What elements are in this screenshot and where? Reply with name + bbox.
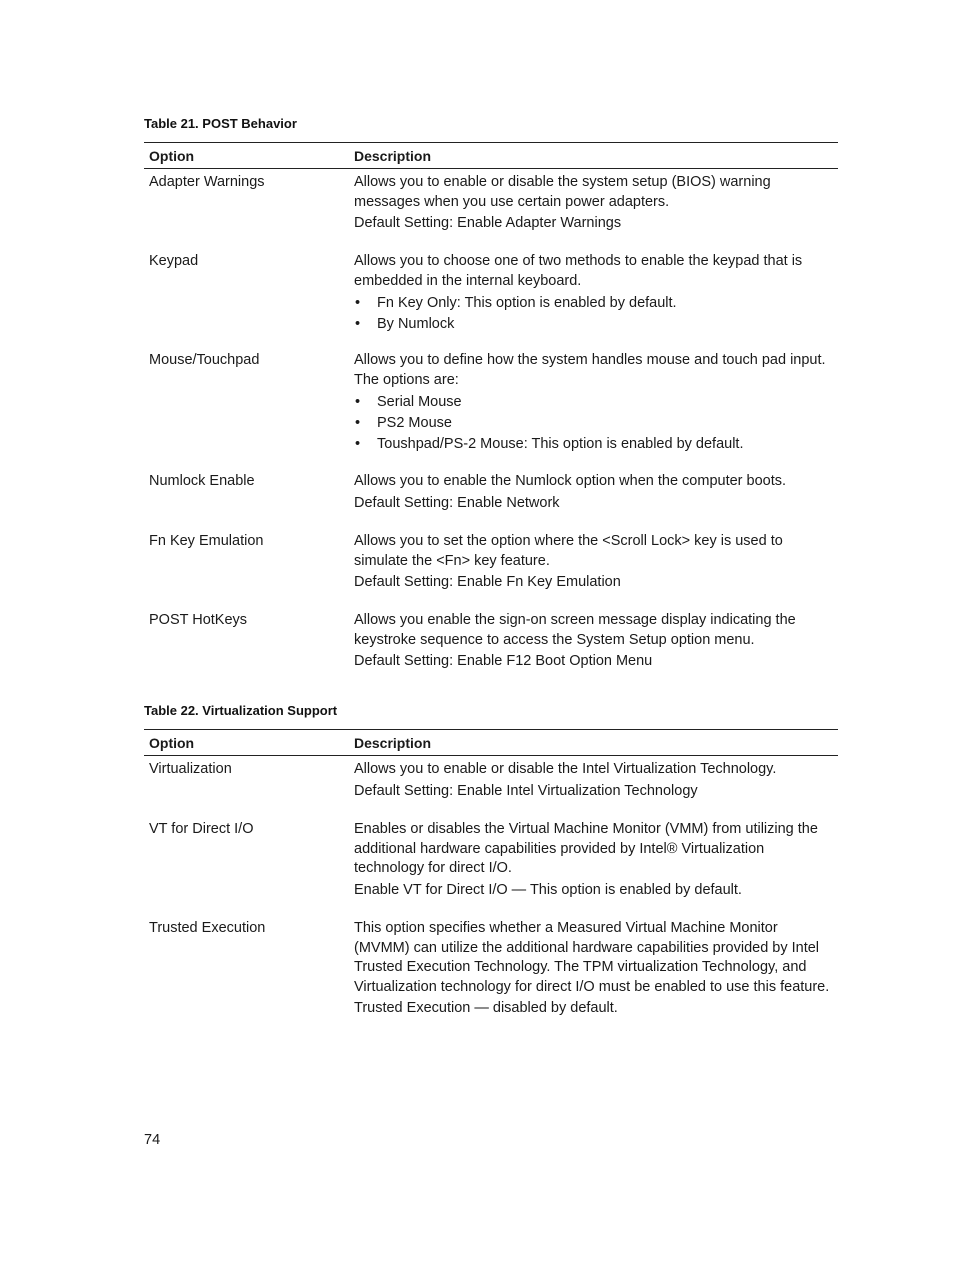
option-description bbox=[349, 472, 834, 513]
table-21-caption: Table 21. POST Behavior bbox=[144, 116, 297, 131]
option-list bbox=[354, 294, 834, 335]
default-setting: Default Setting: Enable Fn Key Emulation bbox=[354, 574, 621, 590]
default-setting: Default Setting: Enable Adapter Warnings bbox=[354, 215, 622, 231]
table-22-caption: Table 22. Virtualization Support bbox=[144, 703, 338, 718]
option-description bbox=[349, 252, 834, 336]
description-text: Allows you to define how the system handles mouse and touch pad input. The options are: bbox=[354, 352, 826, 388]
header-description: Description bbox=[354, 734, 432, 751]
option-name: VT for Direct I/O bbox=[149, 821, 254, 837]
option-description bbox=[349, 820, 834, 900]
table-row bbox=[144, 173, 838, 234]
header-option: Option bbox=[149, 147, 195, 164]
option-name: Mouse/Touchpad bbox=[149, 352, 260, 368]
table-row bbox=[144, 532, 838, 593]
description-text: Allows you enable the sign-on screen message display indicating the keystroke sequence to access the System Setup option menu. bbox=[354, 612, 796, 648]
option-description bbox=[349, 760, 834, 801]
table-row bbox=[144, 252, 838, 336]
table-row bbox=[144, 351, 838, 456]
description-text: Allows you to enable or disable the Intel Virtualization Technology. bbox=[354, 761, 777, 777]
table-22-header bbox=[144, 729, 838, 756]
option-list bbox=[354, 393, 834, 455]
table-21 bbox=[144, 142, 838, 669]
description-text: Allows you to set the option where the <Scroll Lock> key is used to simulate the <Fn> key feature. bbox=[354, 533, 783, 569]
description-text: Allows you to enable or disable the system setup (BIOS) warning messages when you use certain power adapters. bbox=[354, 174, 771, 210]
header-description: Description bbox=[354, 147, 432, 164]
description-text: Allows you to choose one of two methods to enable the keypad that is embedded in the internal keyboard. bbox=[354, 253, 803, 289]
option-name: Keypad bbox=[149, 253, 199, 269]
header-option: Option bbox=[149, 734, 195, 751]
description-text: Enables or disables the Virtual Machine Monitor (VMM) from utilizing the additional hardware capabilities provided by Intel® Virtualization technology for direct I/O. bbox=[354, 821, 818, 876]
list-item: • Serial Mouse bbox=[354, 393, 834, 413]
default-setting: Default Setting: Enable Network bbox=[354, 494, 560, 511]
table-row bbox=[144, 820, 838, 900]
list-item: • PS2 Mouse bbox=[354, 414, 834, 434]
option-name: Adapter Warnings bbox=[149, 174, 265, 190]
table-row bbox=[144, 472, 838, 513]
option-name: Numlock Enable bbox=[149, 473, 255, 489]
description-text: This option specifies whether a Measured Virtual Machine Monitor (MVMM) can utilize the additional hardware capabilities provided by Intel Trusted Execution Technology. The TPM virtualization Technology, and Virtualization technology for direct I/O must be enabled to use this feature. bbox=[354, 920, 830, 995]
option-description bbox=[349, 532, 834, 593]
description-text: Allows you to enable the Numlock option when the computer boots. bbox=[354, 473, 787, 489]
option-name: POST HotKeys bbox=[149, 612, 248, 628]
option-description bbox=[349, 351, 834, 456]
default-setting: Default Setting: Enable F12 Boot Option Menu bbox=[354, 653, 653, 669]
list-item: • Toushpad/PS-2 Mouse: This option is enabled by default. bbox=[354, 435, 834, 455]
table-row bbox=[144, 760, 838, 801]
option-description bbox=[349, 173, 834, 234]
default-setting: Trusted Execution — disabled by default. bbox=[354, 1000, 618, 1016]
table-22 bbox=[144, 729, 838, 1016]
table-row bbox=[144, 611, 838, 672]
default-setting: Default Setting: Enable Intel Virtualization Technology bbox=[354, 782, 698, 799]
option-name: Virtualization bbox=[149, 761, 232, 777]
table-21-header bbox=[144, 142, 838, 169]
table-row bbox=[144, 919, 838, 1019]
page-number: 74 bbox=[144, 1132, 161, 1148]
list-item: • Fn Key Only: This option is enabled by default. bbox=[354, 294, 834, 314]
option-description bbox=[349, 611, 834, 672]
default-setting: Enable VT for Direct I/O — This option is enabled by default. bbox=[354, 881, 742, 898]
option-description bbox=[349, 919, 834, 1019]
list-item: • By Numlock bbox=[354, 315, 834, 335]
option-name: Fn Key Emulation bbox=[149, 533, 264, 549]
option-name: Trusted Execution bbox=[149, 920, 266, 936]
